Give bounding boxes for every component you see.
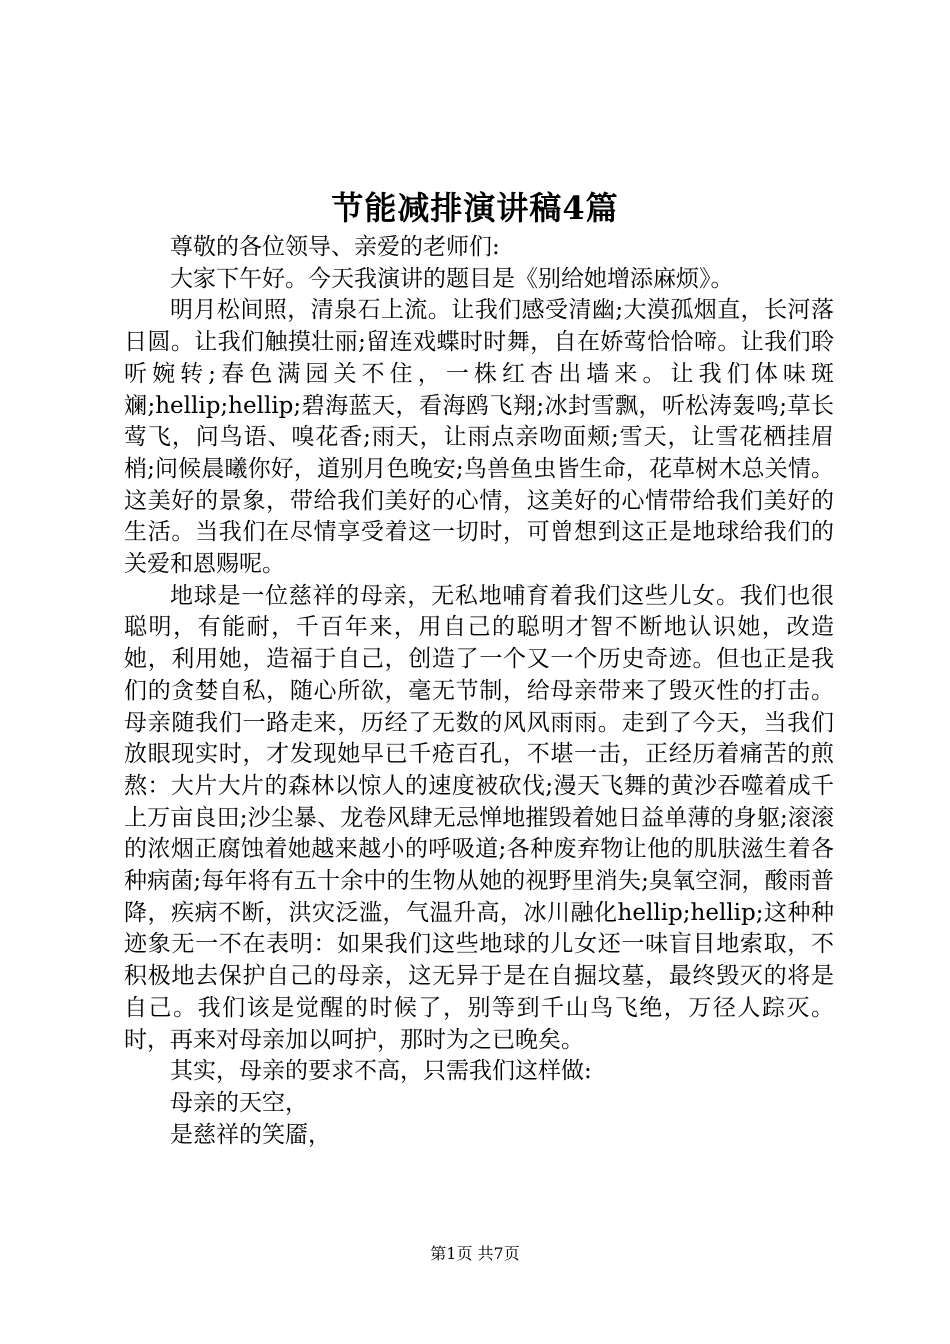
paragraph-earth-mother: 地球是一位慈祥的母亲，无私地哺育着我们这些儿女。我们也很聪明，有能耐，千百年来，用自己的聪明才智不断地认识她，改造她，利用她，造福于自己，创造了一个又一个历史奇迹。但也正是我们的贪婪自私，随心所欲，毫无节制，给母亲带来了毁灭性的打击。母亲随我们一路走来，历经了无数的风风雨雨。走到了今天，当我们放眼现实时，才发现她早已千疮百孔，不堪一击，正经历着痛苦的煎熬：大片大片的森林以惊人的速度被砍伐;漫天飞舞的黄沙吞噬着成千上万亩良田;沙尘暴、龙卷风肆无忌惮地摧毁着她日益单薄的身躯;滚滚的浓烟正腐蚀着她越来越小的呼吸道;各种废弃物让他的肌肤滋生着各种病菌;每年将有五十余中的生物从她的视野里消失;臭氧空洞，酸雨普降，疾病不断，洪灾泛滥，气温升高，冰川融化hellip;hellip;这种种迹象无一不在表明：如果我们这些地球的儿女还一味盲目地索取，不积极地去保护自己的母亲，这无异于是在自掘坟墓，最终毁灭的将是自己。我们该是觉醒的时候了，别等到千山鸟飞绝，万径人踪灭。时，再来对母亲加以呵护，那时为之已晚矣。 <box>124 582 834 1053</box>
paragraph-greeting: 尊敬的各位领导、亲爱的老师们: <box>170 234 500 260</box>
paragraph-intro: 大家下午好。今天我演讲的题目是《别给她增添麻烦》。 <box>170 265 734 292</box>
paragraph-poem-line-2: 是慈祥的笑靥， <box>170 1121 331 1148</box>
paragraph-poem-line-1: 母亲的天空， <box>170 1089 308 1116</box>
page-number-footer: 第1页 共7页 <box>430 1244 520 1263</box>
document-body <box>124 232 834 1151</box>
document-title: 节能减排演讲稿4篇 <box>331 189 619 227</box>
paragraph-nature: 明月松间照，清泉石上流。让我们感受清幽;大漠孤烟直，长河落日圆。让我们触摸壮丽;留连戏蝶时时舞，自在娇莺恰恰啼。让我们聆听婉转;春色满园关不住，一株红杏出墙来。让我们体味斑斓;hellip;hellip;碧海蓝天，看海鸥飞翔;冰封雪飘，听松涛轰鸣;草长莺飞，问鸟语、嗅花香;雨天，让雨点亲吻面颊;雪天，让雪花栖挂眉梢;问候晨曦你好，道别月色晚安;鸟兽鱼虫皆生命，花草树木总关情。这美好的景象，带给我们美好的心情，这美好的心情带给我们美好的生活。当我们在尽情享受着这一切时，可曾想到这正是地球给我们的关爱和恩赐呢。 <box>124 297 834 578</box>
paragraph-request: 其实，母亲的要求不高，只需我们这样做: <box>170 1058 592 1085</box>
